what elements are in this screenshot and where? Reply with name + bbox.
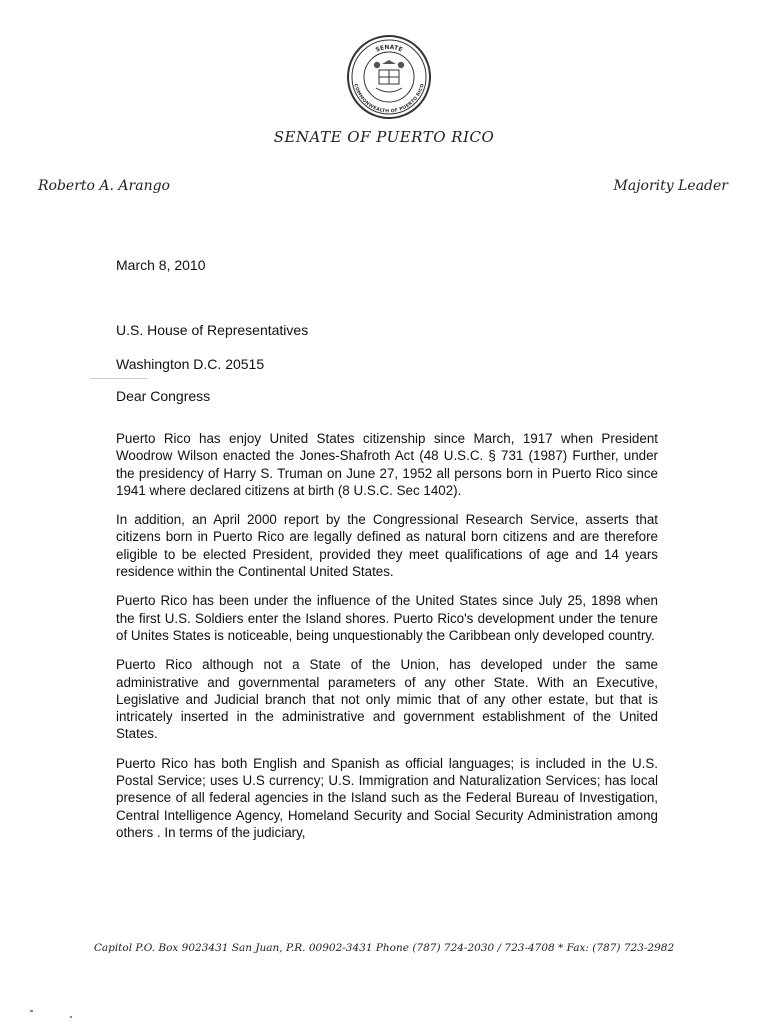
scan-artifact-line [90,378,148,379]
senate-title: SENATE OF PUERTO RICO [273,128,495,146]
paragraph-crs-report: In addition, an April 2000 report by the Congressional Research Service, asserts that citizens born in Puerto Rico are legally defined as natural born citizens and are therefore eligible to be elected President, provided they meet qualifications of age and 14 years residence within the Continental United States. [116,512,658,580]
recipient-line-1: U.S. House of Representatives [116,322,309,338]
seal-top-text: SENATE [374,43,404,54]
scan-speck [70,1016,72,1018]
paragraph-government: Puerto Rico although not a State of the Union, has developed under the same administrative and governmental parameters of any other State. With an Executive, Legislative and Judicial branch that not only mimic that of any other estate, but that is intricately inserted in the administrative and government establishment of the United States. [116,657,658,742]
senate-seal [346,34,432,120]
paragraph-citizenship: Puerto Rico has enjoy United States citizenship since March, 1917 when President Woodrow Wilson enacted the Jones-Shafroth Act (48 U.S.C. § 731 (1987) Further, under the presidency of Harry S. Truman on June 27, 1952 all persons born in Puerto Rico since 1941 where declared citizens at birth (8 U.S.C. Sec 1402). [116,431,658,498]
scan-speck [30,1010,33,1012]
seal-bottom-text: COMMONWEALTH OF PUERTO RICO [352,83,426,115]
sender-title: Majority Leader [613,178,728,194]
letter-date: March 8, 2010 [116,257,206,273]
letter-body [116,430,658,853]
recipient-line-2: Washington D.C. 20515 [116,356,265,372]
paragraph-languages: Puerto Rico has both English and Spanish as official languages; is included in the U.S. Postal Service; uses U.S currency; U.S. Immigration and Naturalization Services; has local presence of all federal agencies in the Island such as the Federal Bureau of Investigation, Central Intelligence Agency, Homeland Security and Social Security Administration among others . In terms of the judiciary, [116,755,658,840]
paragraph-influence: Puerto Rico has been under the influence of the United States since July 25, 1898 when the first U.S. Soldiers enter the Island shores. Puerto Rico's development under the tenure of Unites States is noticeable, being unquestionably the Caribbean only developed country. [116,593,658,643]
sender-name: Roberto A. Arango [38,178,170,194]
footer-contact: Capitol P.O. Box 9023431 San Juan, P.R. 00902-3431 Phone (787) 724-2030 / 723-4708 * Fax: (787) 723-2982 [93,942,675,954]
seal-emblem-icon [374,60,404,92]
salutation: Dear Congress [116,388,211,404]
